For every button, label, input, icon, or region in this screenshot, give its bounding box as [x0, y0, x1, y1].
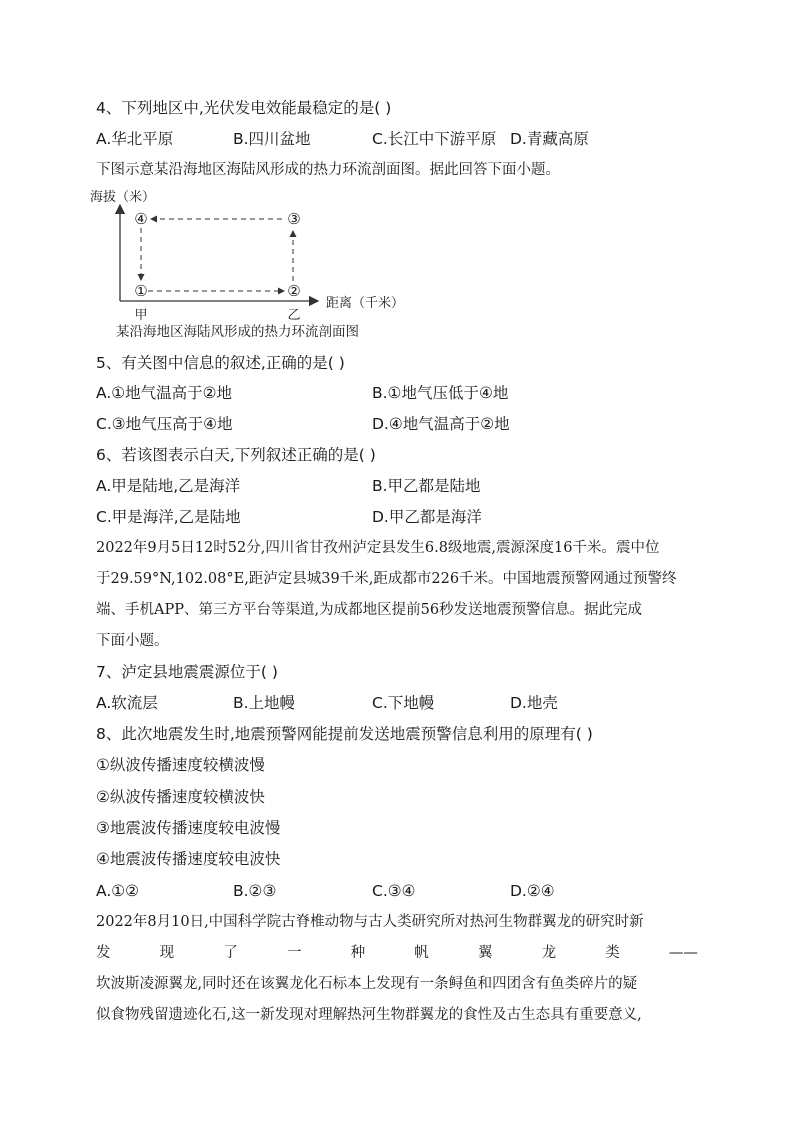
intro-earthquake-line-2: 于29.59°N,102.08°E,距泸定县城39千米,距成都市226千米。中国地震预警网通过预警终: [96, 571, 677, 587]
q5-option-a: A.①地气温高于②地: [96, 384, 233, 402]
location-yi: 乙: [287, 308, 301, 323]
location-jia: 甲: [134, 308, 148, 323]
q4-stem: 4、下列地区中,光伏发电效能最稳定的是( ): [96, 99, 392, 117]
justified-word: 种: [350, 945, 366, 961]
point-3: ③: [287, 210, 301, 228]
q5-stem: 5、有关图中信息的叙述,正确的是( ): [96, 354, 345, 372]
intro-pterosaur-line-4: 似食物残留遗迹化石,这一新发现对理解热河生物群翼龙的食性及古生态具有重要意义,: [96, 1007, 642, 1023]
q8-stem: 8、此次地震发生时,地震预警网能提前发送地震预警信息利用的原理有( ): [96, 725, 593, 743]
intro-sea-land-breeze: 下图示意某沿海地区海陆风形成的热力环流剖面图。据此回答下面小题。: [96, 162, 560, 178]
justified-word: 翼: [477, 945, 493, 961]
justified-word: 类: [605, 945, 620, 961]
q4-option-a: A.华北平原: [96, 130, 174, 148]
q8-statement-3: ③地震波传播速度较电波慢: [96, 819, 281, 837]
intro-earthquake-line-4: 下面小题。: [96, 633, 169, 649]
point-2: ②: [287, 282, 301, 300]
x-axis-label: 距离（千米）: [326, 296, 405, 311]
q5-option-b: B.①地气压低于④地: [372, 384, 509, 402]
justified-word: 了: [223, 945, 238, 961]
diagram-caption: 某沿海地区海陆风形成的热力环流剖面图: [116, 324, 359, 340]
q7-option-c: C.下地幔: [372, 694, 435, 712]
q8-option-c: C.③④: [372, 882, 416, 900]
point-1: ①: [134, 282, 148, 300]
q7-option-d: D.地壳: [510, 694, 558, 712]
intro-pterosaur-line-2: [96, 942, 698, 964]
q8-option-b: B.②③: [233, 882, 277, 900]
q5-option-c: C.③地气压高于④地: [96, 415, 233, 433]
q4-option-b: B.四川盆地: [233, 130, 311, 148]
q4-option-c: C.长江中下游平原: [372, 130, 497, 148]
intro-pterosaur-line-3: 坎波斯凌源翼龙,同时还在该翼龙化石标本上发现有一条鲟鱼和四团含有鱼类碎片的疑: [96, 976, 638, 992]
justified-word: 发: [96, 945, 111, 961]
intro-earthquake-line-1: 2022年9月5日12时52分,四川省甘孜州泸定县发生6.8级地震,震源深度16千米。震中位: [96, 540, 660, 556]
q6-option-a: A.甲是陆地,乙是海洋: [96, 477, 241, 495]
q8-statement-1: ①纵波传播速度较横波慢: [96, 756, 265, 774]
justified-word: 帆: [414, 945, 429, 961]
q7-option-a: A.软流层: [96, 694, 158, 712]
justified-word: 现: [159, 945, 175, 961]
q6-option-c: C.甲是海洋,乙是陆地: [96, 508, 241, 526]
thermal-circulation-diagram: [90, 183, 430, 323]
q6-option-b: B.甲乙都是陆地: [372, 477, 481, 495]
q8-statement-4: ④地震波传播速度较电波快: [96, 850, 281, 868]
intro-pterosaur-line-1: 2022年8月10日,中国科学院古脊椎动物与古人类研究所对热河生物群翼龙的研究时新: [96, 914, 644, 930]
q7-option-b: B.上地幔: [233, 694, 296, 712]
point-4: ④: [134, 210, 148, 228]
q8-option-d: D.②④: [510, 882, 555, 900]
justified-word: ——: [668, 945, 698, 961]
q6-stem: 6、若该图表示白天,下列叙述正确的是( ): [96, 446, 376, 464]
q7-stem: 7、泸定县地震震源位于( ): [96, 663, 278, 681]
q4-option-d: D.青藏高原: [510, 130, 589, 148]
q5-option-d: D.④地气温高于②地: [372, 415, 510, 433]
justified-word: 一: [286, 945, 302, 961]
q8-statement-2: ②纵波传播速度较横波快: [96, 788, 265, 806]
q8-option-a: A.①②: [96, 882, 140, 900]
intro-earthquake-line-3: 端、手机APP、第三方平台等渠道,为成都地区提前56秒发送地震预警信息。据此完成: [96, 602, 643, 618]
y-axis-label: 海拔（米）: [90, 190, 156, 205]
q6-option-d: D.甲乙都是海洋: [372, 508, 482, 526]
justified-word: 龙: [541, 945, 557, 961]
